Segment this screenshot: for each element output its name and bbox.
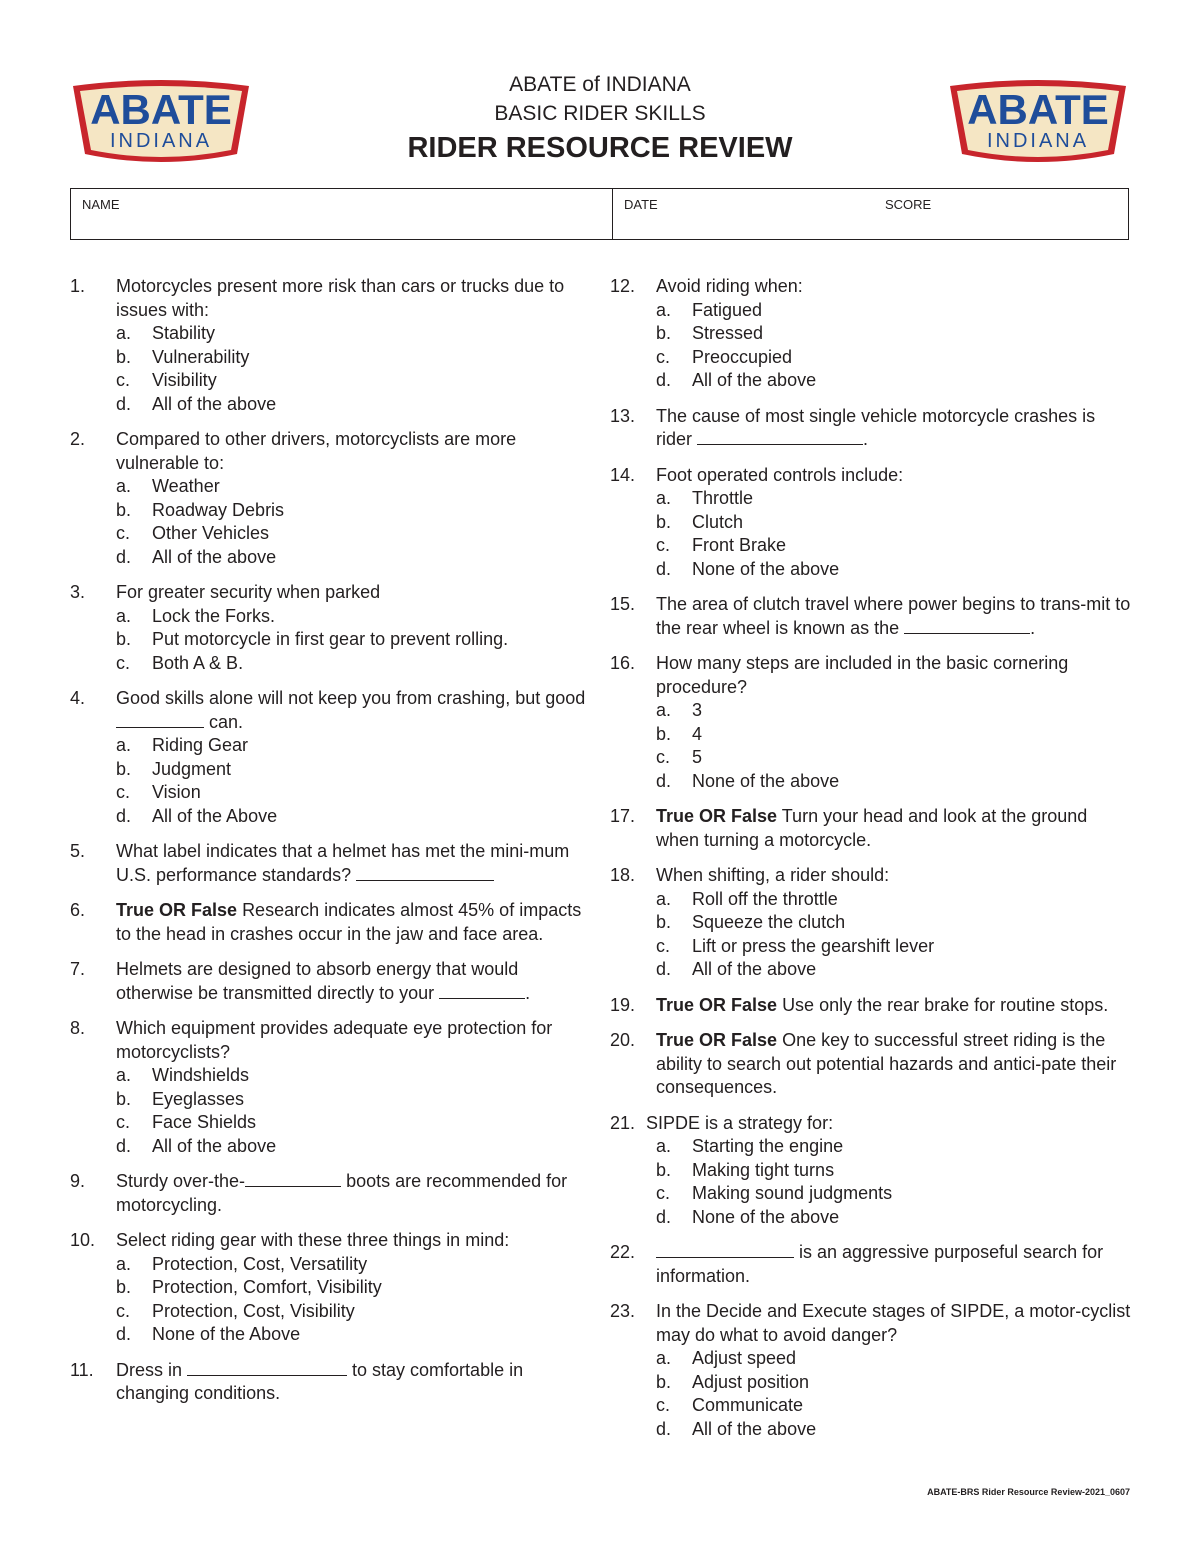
question-text: How many steps are included in the basic cornering procedure? [656, 653, 1069, 697]
option-letter: c. [116, 1112, 131, 1132]
question-text: Motorcycles present more risk than cars or trucks due to issues with: [116, 276, 565, 320]
option-letter: d. [656, 1206, 672, 1227]
option-text: Both A & B. [152, 652, 244, 673]
option-text: 5 [692, 747, 703, 767]
question-9 [70, 1170, 590, 1217]
answer-option[interactable] [116, 369, 590, 393]
answer-option[interactable] [656, 534, 1134, 558]
question-text: What label indicates that a helmet has met the mini-mum U.S. performance standards? [116, 841, 570, 885]
option-text: Protection, Comfort, Visibility [152, 1277, 382, 1297]
option-letter: b. [116, 1088, 132, 1109]
option-letter: d. [656, 770, 672, 791]
answer-blank[interactable] [187, 1360, 347, 1376]
option-letter: b. [116, 1277, 132, 1297]
option-text: Roll off the throttle [692, 888, 838, 909]
question-10 [70, 1229, 590, 1347]
option-letter: c. [656, 747, 671, 767]
option-letter: c. [656, 935, 671, 956]
answer-option[interactable] [656, 1135, 1134, 1159]
answer-option[interactable] [656, 1159, 1134, 1183]
page-title: RIDER RESOURCE REVIEW [407, 132, 793, 164]
question-1 [70, 275, 590, 416]
option-letter: d. [116, 1135, 132, 1156]
option-letter: d. [116, 805, 132, 826]
question-number: 19. [610, 994, 636, 1015]
answer-option[interactable] [116, 322, 590, 346]
question-4 [70, 687, 590, 828]
question-number: 11. [70, 1359, 94, 1380]
option-text: Communicate [692, 1395, 804, 1415]
answer-option[interactable] [116, 522, 590, 546]
question-number: 17. [610, 806, 636, 826]
question-6 [70, 899, 590, 946]
option-letter: c. [116, 523, 131, 543]
answer-option[interactable] [116, 1088, 590, 1112]
question-8 [70, 1017, 590, 1158]
option-text: Preoccupied [692, 346, 793, 367]
question-11 [70, 1359, 590, 1406]
option-letter: b. [656, 511, 672, 532]
option-letter: c. [116, 652, 131, 673]
option-text: All of the above [152, 393, 277, 414]
question-14 [610, 464, 1134, 582]
divider [612, 189, 613, 239]
svg-text:INDIANA: INDIANA [986, 130, 1090, 152]
svg-text:INDIANA: INDIANA [109, 130, 213, 152]
answer-option[interactable] [116, 1253, 590, 1277]
answer-option[interactable] [656, 723, 1134, 747]
option-letter: a. [116, 605, 132, 626]
question-15 [610, 593, 1134, 640]
question-text: Sturdy over-the- boots are recommended for motorcycling. [116, 1171, 568, 1215]
svg-text:ABATE: ABATE [90, 86, 232, 133]
option-text: Stability [152, 323, 216, 343]
option-text: Eyeglasses [152, 1088, 245, 1109]
question-12 [610, 275, 1134, 393]
answer-option[interactable] [656, 958, 1134, 982]
answer-option[interactable] [656, 511, 1134, 535]
option-letter: a. [116, 323, 132, 343]
option-letter: a. [116, 1065, 132, 1085]
answer-option[interactable] [656, 1371, 1134, 1395]
question-text: True OR False Use only the rear brake for routine stops. [656, 994, 1109, 1015]
question-text: Good skills alone will not keep you from crashing, but good can. [116, 688, 586, 732]
question-20 [610, 1029, 1134, 1100]
option-text: Clutch [692, 511, 744, 532]
option-text: Lift or press the gearshift lever [692, 935, 935, 956]
answer-option[interactable] [116, 346, 590, 370]
question-number: 22. [610, 1242, 636, 1262]
answer-option[interactable] [116, 758, 590, 782]
answer-blank[interactable] [656, 1242, 794, 1258]
score-field[interactable]: SCORE [885, 197, 932, 212]
answer-blank[interactable] [116, 712, 204, 728]
answer-option[interactable] [116, 1135, 590, 1159]
question-text: True OR False Turn your head and look at the ground when turning a motorcycle. [656, 806, 1088, 850]
option-letter: a. [656, 700, 672, 720]
answer-option[interactable] [116, 546, 590, 570]
option-text: All of the above [152, 1135, 277, 1156]
option-letter: b. [656, 723, 672, 744]
option-letter: b. [656, 1159, 672, 1180]
option-text: All of the above [692, 370, 817, 390]
option-letter: c. [656, 1183, 671, 1203]
question-7 [70, 958, 590, 1005]
answer-option[interactable] [116, 1323, 590, 1347]
question-text: True OR False Research indicates almost 45% of impacts to the head in crashes occur in the jaw and face area. [116, 900, 582, 944]
answer-blank[interactable] [904, 618, 1030, 634]
organization-name: ABATE of INDIANA [509, 73, 691, 96]
answer-option[interactable] [656, 1418, 1134, 1442]
option-letter: b. [656, 912, 672, 932]
option-text: Starting the engine [692, 1136, 844, 1156]
option-text: All of the above [692, 959, 817, 979]
option-letter: a. [656, 299, 672, 320]
true-false-label[interactable]: True OR False [656, 1030, 778, 1050]
question-23 [610, 1300, 1134, 1441]
option-letter: d. [656, 959, 672, 979]
option-letter: a. [116, 1253, 132, 1274]
option-letter: b. [656, 1371, 672, 1392]
option-text: Squeeze the clutch [692, 912, 846, 932]
question-text: Avoid riding when: [656, 276, 803, 296]
answer-option[interactable] [116, 475, 590, 499]
question-text: Foot operated controls include: [656, 464, 904, 485]
option-text: Visibility [152, 370, 217, 390]
question-text: Dress in to stay comfortable in changing conditions. [116, 1359, 524, 1403]
option-letter: a. [656, 888, 672, 909]
question-19 [610, 994, 1134, 1018]
option-letter: c. [116, 370, 131, 390]
question-number: 9. [70, 1171, 86, 1191]
answer-option[interactable] [656, 911, 1134, 935]
answer-option[interactable] [656, 299, 1134, 323]
option-text: Other Vehicles [152, 523, 270, 543]
answer-option[interactable] [656, 369, 1134, 393]
answer-option[interactable] [656, 746, 1134, 770]
option-text: Weather [152, 476, 220, 496]
option-text: None of the Above [152, 1324, 301, 1344]
option-text: Vulnerability [152, 346, 250, 367]
course-name: BASIC RIDER SKILLS [494, 102, 706, 125]
option-text: Adjust speed [692, 1348, 797, 1368]
question-number: 21. [610, 1112, 636, 1133]
option-text: Making tight turns [692, 1159, 835, 1180]
questions-column-left [70, 275, 590, 1418]
question-number: 23. [610, 1301, 636, 1321]
question-17 [610, 805, 1134, 852]
question-3 [70, 581, 590, 675]
question-text: When shifting, a rider should: [656, 865, 890, 885]
option-text: Vision [152, 782, 201, 802]
option-text: Roadway Debris [152, 499, 285, 520]
option-letter: c. [656, 1395, 671, 1415]
question-number: 2. [70, 429, 86, 449]
option-text: Lock the Forks. [152, 605, 276, 626]
option-text: None of the above [692, 558, 840, 579]
question-2 [70, 428, 590, 569]
option-text: Stressed [692, 323, 764, 343]
question-text: In the Decide and Execute stages of SIPDE, a motor-cyclist may do what to avoid danger? [656, 1301, 1131, 1345]
student-info-box [70, 188, 1129, 240]
answer-option[interactable] [656, 487, 1134, 511]
question-number: 5. [70, 841, 86, 861]
option-letter: c. [116, 782, 131, 802]
question-text: Select riding gear with these three things in mind: [116, 1230, 510, 1250]
svg-text:ABATE: ABATE [967, 86, 1109, 133]
option-letter: c. [656, 535, 671, 555]
option-letter: d. [116, 393, 132, 414]
option-letter: d. [656, 1418, 672, 1439]
option-text: Face Shields [152, 1112, 257, 1132]
true-false-label[interactable]: True OR False [116, 900, 238, 920]
answer-option[interactable] [656, 346, 1134, 370]
answer-option[interactable] [656, 1182, 1134, 1206]
question-number: 12. [610, 276, 636, 296]
option-letter: a. [656, 1348, 672, 1368]
question-number: 10. [70, 1230, 96, 1250]
option-text: None of the above [692, 1206, 840, 1227]
option-text: Put motorcycle in first gear to prevent rolling. [152, 629, 509, 649]
option-text: Front Brake [692, 535, 787, 555]
document-code: ABATE-BRS Rider Resource Review-2021_0607 [927, 1487, 1130, 1497]
option-text: Protection, Cost, Visibility [152, 1300, 355, 1321]
question-22 [610, 1241, 1134, 1288]
option-text: Protection, Cost, Versatility [152, 1253, 368, 1274]
option-text: Judgment [152, 758, 232, 779]
question-21 [610, 1112, 1134, 1230]
question-13 [610, 405, 1134, 452]
question-number: 13. [610, 405, 636, 426]
answer-option[interactable] [116, 605, 590, 629]
true-false-label[interactable]: True OR False [656, 806, 778, 826]
option-text: Adjust position [692, 1371, 810, 1392]
question-number: 3. [70, 582, 86, 602]
question-18 [610, 864, 1134, 982]
option-letter: a. [656, 488, 672, 508]
answer-option[interactable] [656, 322, 1134, 346]
answer-blank[interactable] [356, 865, 494, 881]
option-text: Windshields [152, 1065, 250, 1085]
answer-option[interactable] [116, 652, 590, 676]
option-letter: d. [116, 1324, 132, 1344]
option-letter: b. [116, 629, 132, 649]
question-text: is an aggressive purposeful search for information. [656, 1242, 1104, 1286]
question-number: 7. [70, 959, 86, 979]
option-text: 3 [692, 700, 703, 720]
option-letter: c. [656, 346, 671, 367]
answer-option[interactable] [116, 1276, 590, 1300]
option-text: Throttle [692, 488, 754, 508]
option-text: Fatigued [692, 299, 763, 320]
option-letter: d. [116, 546, 132, 567]
option-text: All of the above [152, 546, 277, 567]
answer-option[interactable] [656, 1206, 1134, 1230]
option-text: Riding Gear [152, 735, 249, 755]
answer-option[interactable] [656, 699, 1134, 723]
question-5 [70, 840, 590, 887]
answer-option[interactable] [656, 935, 1134, 959]
option-letter: a. [116, 735, 132, 755]
answer-option[interactable] [116, 1064, 590, 1088]
answer-option[interactable] [116, 1111, 590, 1135]
answer-option[interactable] [116, 805, 590, 829]
answer-option[interactable] [116, 499, 590, 523]
answer-option[interactable] [116, 393, 590, 417]
answer-blank[interactable] [245, 1171, 341, 1187]
option-letter: d. [656, 370, 672, 390]
option-letter: b. [116, 499, 132, 520]
option-letter: c. [116, 1300, 131, 1321]
question-number: 8. [70, 1018, 86, 1038]
option-text: All of the above [692, 1418, 817, 1439]
option-letter: a. [656, 1136, 672, 1156]
questions-column-right [610, 275, 1134, 1453]
question-text: Compared to other drivers, motorcyclists are more vulnerable to: [116, 429, 517, 473]
question-text: The cause of most single vehicle motorcycle crashes is rider . [656, 405, 1096, 449]
true-false-label[interactable]: True OR False [656, 994, 778, 1015]
name-field[interactable]: NAME [82, 197, 120, 212]
answer-option[interactable] [116, 781, 590, 805]
question-text: The area of clutch travel where power begins to trans-mit to the rear wheel is known as the . [656, 594, 1131, 638]
option-text: 4 [692, 723, 703, 744]
question-text: Helmets are designed to absorb energy that would otherwise be transmitted directly to your . [116, 959, 531, 1003]
option-text: Making sound judgments [692, 1183, 893, 1203]
question-number: 16. [610, 653, 636, 673]
answer-blank[interactable] [439, 983, 525, 999]
question-text: For greater security when parked [116, 582, 381, 602]
question-number: 6. [70, 900, 86, 920]
option-letter: a. [116, 476, 132, 496]
answer-option[interactable] [116, 628, 590, 652]
question-number: 15. [610, 594, 636, 614]
question-text: True OR False One key to successful street riding is the ability to search out potential hazards and antici-pate their consequences. [656, 1030, 1117, 1097]
option-letter: d. [656, 558, 672, 579]
date-field[interactable]: DATE [624, 197, 658, 212]
answer-option[interactable] [116, 1300, 590, 1324]
answer-option[interactable] [656, 558, 1134, 582]
option-letter: b. [116, 346, 132, 367]
question-number: 18. [610, 865, 636, 885]
question-number: 20. [610, 1030, 636, 1050]
question-16 [610, 652, 1134, 793]
answer-option[interactable] [656, 1347, 1134, 1371]
question-number: 4. [70, 688, 86, 708]
option-text: All of the Above [152, 805, 278, 826]
question-text: Which equipment provides adequate eye protection for motorcyclists? [116, 1018, 553, 1062]
option-letter: b. [116, 758, 132, 779]
option-letter: b. [656, 323, 672, 343]
answer-option[interactable] [656, 1394, 1134, 1418]
question-number: 14. [610, 464, 636, 485]
option-text: None of the above [692, 770, 840, 791]
answer-option[interactable] [656, 888, 1134, 912]
answer-option[interactable] [116, 734, 590, 758]
answer-blank[interactable] [697, 429, 863, 445]
question-text: SIPDE is a strategy for: [646, 1112, 834, 1133]
question-number: 1. [70, 276, 86, 296]
answer-option[interactable] [656, 770, 1134, 794]
